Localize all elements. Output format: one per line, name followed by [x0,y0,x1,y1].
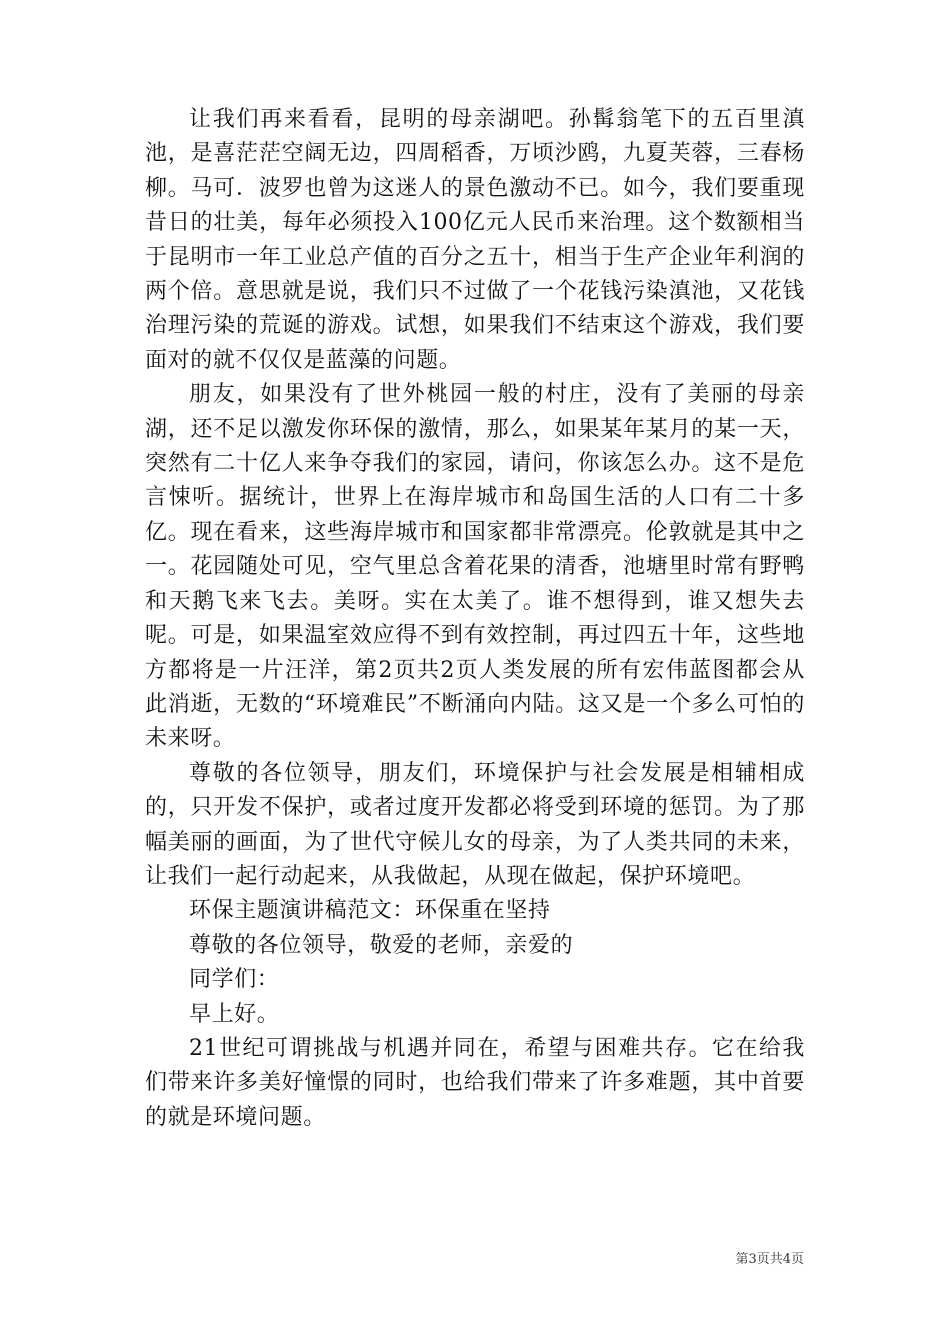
paragraph-friends: 朋友，如果没有了世外桃园一般的村庄，没有了美丽的母亲湖，还不足以激发你环保的激情，那么，如果某年某月的某一天，突然有二十亿人来争夺我们的家园，请问，你该怎么办。这不是危言悚听。据统计，世界上在海岸城市和岛国生活的人口有二十多亿。现在看来，这些海岸城市和国家都非常漂亮。伦敦就是其中之一。花园随处可见，空气里总含着花果的清香，池塘里时常有野鸭和天鹅飞来飞去。美呀。实在太美了。谁不想得到，谁又想失去呢。可是，如果温室效应得不到有效控制，再过四五十年，这些地方都将是一片汪洋，第2页共2页人类发展的所有宏伟蓝图都会从此消逝，无数的“环境难民”不断涌向内陆。这又是一个多么可怕的未来呀。 [145,382,805,752]
paragraph-leaders: 尊敬的各位领导，朋友们，环境保护与社会发展是相辅相成的，只开发不保护，或者过度开发都必将受到环境的惩罚。为了那幅美丽的画面，为了世代守候儿女的母亲，为了人类共同的未来，让我们一起行动起来，从我做起，从现在做起，保护环境吧。 [145,760,805,889]
page-footer: 第3页共4页 [735,1252,804,1267]
salutation-line-2: 同学们： [189,967,280,993]
speech-title: 环保主题演讲稿范文：环保重在坚持 [189,898,551,924]
document-body [145,103,805,1135]
greeting: 早上好。 [189,1001,280,1027]
paragraph-dianchi: 让我们再来看看，昆明的母亲湖吧。孙髯翁笔下的五百里滇池，是喜茫茫空阔无边，四周稻香，万顷沙鸥，九夏芙蓉，三春杨柳。马可．波罗也曾为这迷人的景色激动不已。如今，我们要重现昔日的壮美，每年必须投入100亿元人民币来治理。这个数额相当于昆明市一年工业总产值的百分之五十，相当于生产企业年利润的两个倍。意思就是说，我们只不过做了一个花钱污染滇池，又花钱治理污染的荒诞的游戏。试想，如果我们不结束这个游戏，我们要面对的就不仅仅是蓝藻的问题。 [145,107,805,373]
salutation-line-1: 尊敬的各位领导，敬爱的老师，亲爱的 [189,932,574,958]
paragraph-21st-century: 21世纪可谓挑战与机遇并同在，希望与困难共存。它在给我们带来许多美好憧憬的同时，也给我们带来了许多难题，其中首要的就是环境问题。 [145,1035,805,1130]
